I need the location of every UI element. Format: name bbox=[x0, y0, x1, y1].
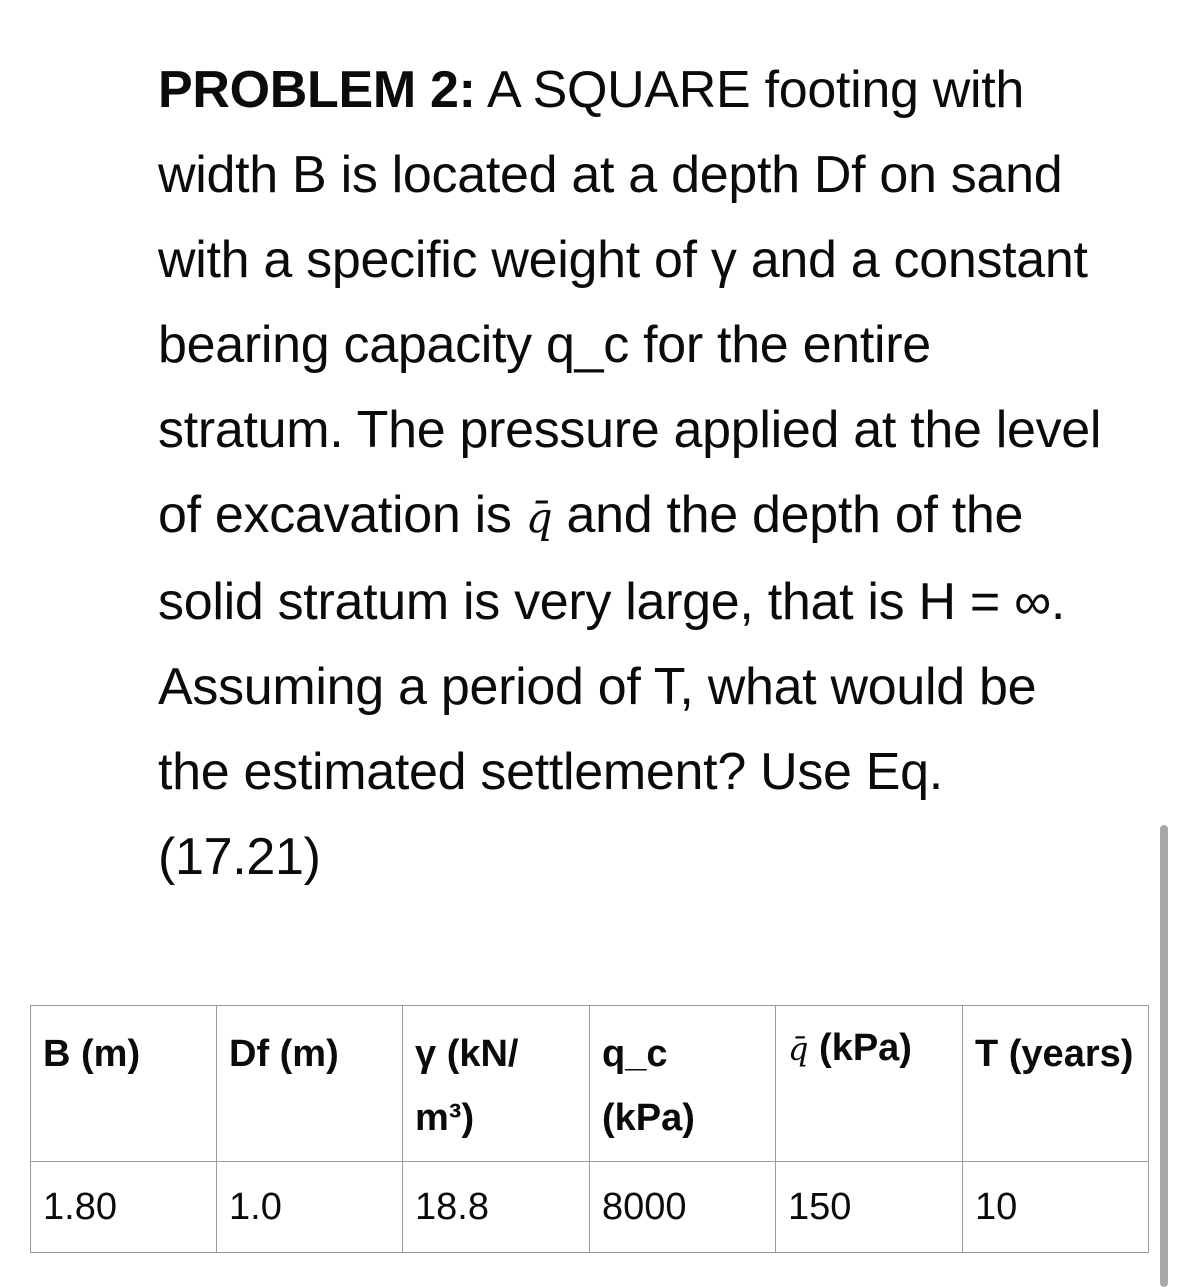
header-qc: q_c (kPa) bbox=[590, 1006, 776, 1162]
vertical-scrollbar[interactable] bbox=[1160, 825, 1168, 1287]
header-gamma: γ (kN/ m³) bbox=[403, 1006, 590, 1162]
header-t: T (years) bbox=[963, 1006, 1149, 1162]
problem-statement bbox=[158, 48, 1118, 900]
qbar-symbol: q̄ bbox=[525, 493, 553, 542]
problem-text-part2: and the depth of the solid stratum is very large, that is H = ∞. Assuming a period of T, what would be the estimated settlement? Use Eq. (17.21) bbox=[158, 486, 1066, 886]
problem-text-part1: A SQUARE footing with width B is located at a depth Df on sand with a specific weight of γ and a constant bearing capacity q_c for the entire stratum. The pressure applied at the level of excavation is bbox=[158, 61, 1102, 544]
cell-qbar: 150 bbox=[776, 1162, 963, 1253]
cell-gamma: 18.8 bbox=[403, 1162, 590, 1253]
parameters-table bbox=[30, 1005, 1149, 1253]
table-row bbox=[31, 1162, 1149, 1253]
problem-label: PROBLEM 2: bbox=[158, 61, 476, 119]
cell-qc: 8000 bbox=[590, 1162, 776, 1253]
cell-b: 1.80 bbox=[31, 1162, 217, 1253]
header-b: B (m) bbox=[31, 1006, 217, 1162]
header-qbar-symbol: q̄ bbox=[788, 1030, 809, 1068]
cell-t: 10 bbox=[963, 1162, 1149, 1253]
header-qbar bbox=[776, 1006, 963, 1162]
table-header-row bbox=[31, 1006, 1149, 1162]
header-df: Df (m) bbox=[217, 1006, 403, 1162]
cell-df: 1.0 bbox=[217, 1162, 403, 1253]
header-qbar-unit: (kPa) bbox=[808, 1027, 912, 1069]
